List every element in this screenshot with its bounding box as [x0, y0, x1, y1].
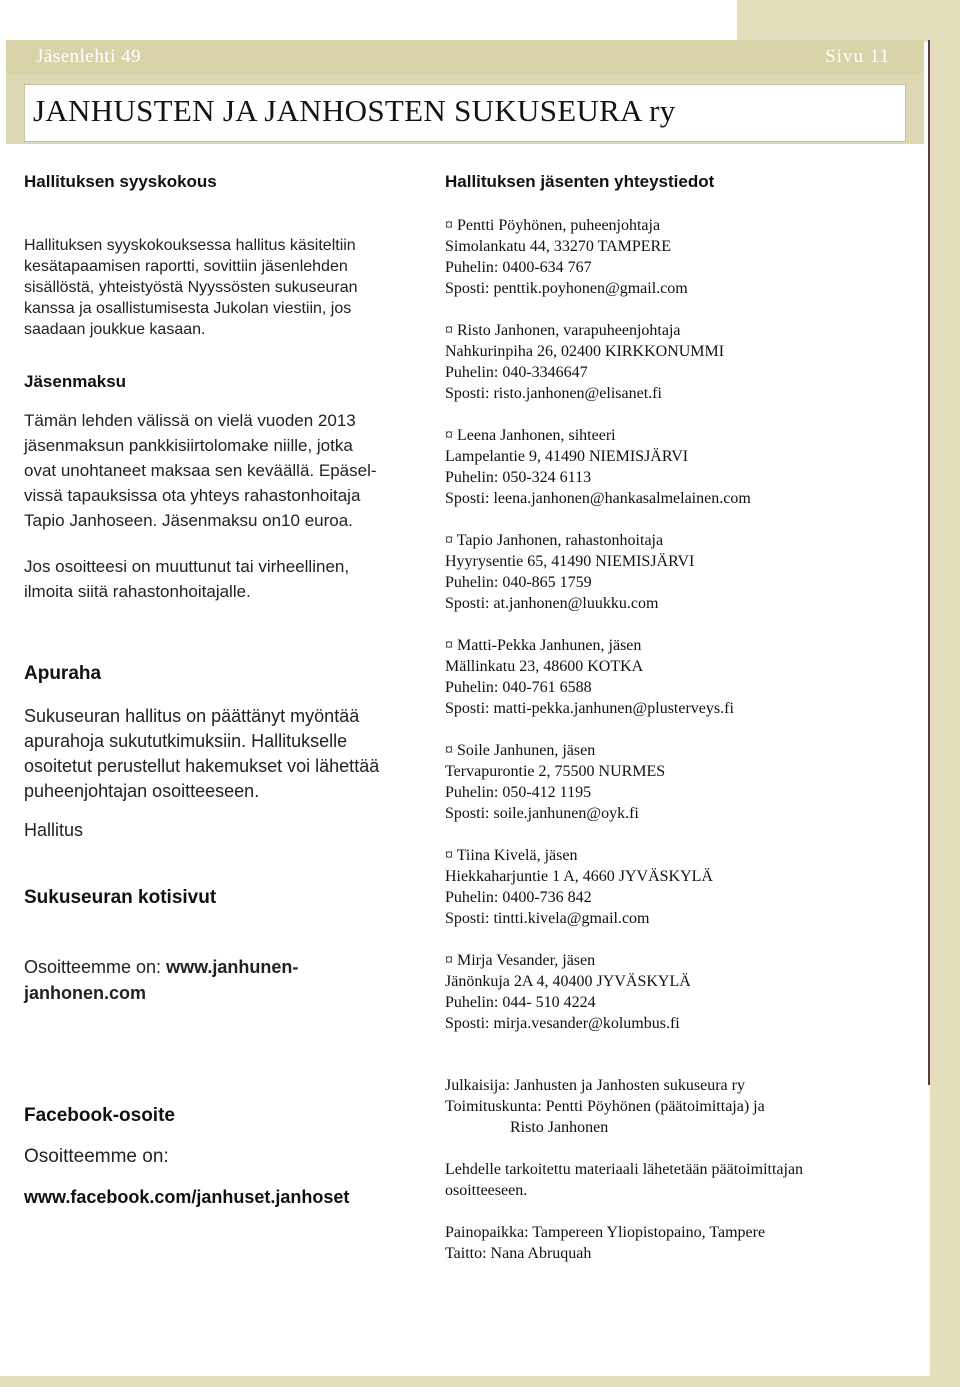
- apuraha-heading: Apuraha: [24, 663, 102, 684]
- contact-card: [445, 740, 920, 824]
- contact-phone: Puhelin: 040-761 6588: [445, 679, 592, 696]
- print-info: [445, 1222, 920, 1264]
- contact-email[interactable]: Sposti: penttik.poyhonen@gmail.com: [445, 280, 688, 297]
- jasenmaksu-note: [24, 554, 414, 604]
- contact-card: [445, 425, 920, 509]
- contact-card: [445, 950, 920, 1034]
- contact-email[interactable]: Sposti: tintti.kivela@gmail.com: [445, 910, 650, 927]
- contact-email[interactable]: Sposti: soile.janhunen@oyk.fi: [445, 805, 639, 822]
- kotisivut-body: [24, 954, 414, 1006]
- contact-phone: Puhelin: 050-412 1195: [445, 784, 592, 801]
- facebook-link[interactable]: www.facebook.com/janhuset.janhoset: [24, 1187, 350, 1207]
- contact-card: [445, 320, 920, 404]
- bullet-icon: ¤: [445, 847, 453, 864]
- apuraha-signature: [24, 820, 414, 841]
- contact-email[interactable]: Sposti: matti-pekka.janhunen@plusterveys.fi: [445, 700, 734, 717]
- contact-address: Hiekkaharjuntie 1 A, 4660 JYVÄSKYLÄ: [445, 868, 713, 885]
- material-info: [445, 1159, 920, 1201]
- body-line: saadaan joukkue kasaan.: [24, 321, 206, 338]
- jasenmaksu-section: [24, 372, 414, 392]
- contacts-section: [445, 172, 920, 192]
- body-line: puheenjohtajan osoitteeseen.: [24, 781, 260, 801]
- facebook-url-wrap: [24, 1187, 414, 1208]
- body-line: apurahoja sukututkimuksiin. Hallitukselle: [24, 731, 348, 751]
- issue-label: Jäsenlehti 49: [36, 46, 142, 67]
- bottom-bar: [0, 1376, 960, 1387]
- bullet-icon: ¤: [445, 532, 453, 549]
- syyskokous-section: [24, 172, 414, 192]
- contact-address: Nahkurinpiha 26, 02400 KIRKKONUMMI: [445, 343, 725, 360]
- contact-address: Jänönkuja 2A 4, 40400 JYVÄSKYLÄ: [445, 973, 691, 990]
- contact-card: [445, 530, 920, 614]
- bullet-icon: ¤: [445, 427, 453, 444]
- facebook-body: [24, 1146, 414, 1168]
- material-line: Lehdelle tarkoitettu materiaali lähetetään päätoimittajan: [445, 1161, 804, 1178]
- printing-line: Painopaikka: Tampereen Yliopistopaino, Tampere: [445, 1224, 766, 1241]
- right-rail: [930, 40, 960, 1387]
- contact-name: Matti-Pekka Janhunen, jäsen: [457, 637, 642, 654]
- page-title: JANHUSTEN JA JANHOSTEN SUKUSEURA ry: [33, 93, 676, 128]
- contact-phone: Puhelin: 0400-634 767: [445, 259, 592, 276]
- bullet-icon: ¤: [445, 952, 453, 969]
- signature: Hallitus: [24, 820, 84, 840]
- contact-email[interactable]: Sposti: leena.janhonen@hankasalmelainen.com: [445, 490, 751, 507]
- kotisivut-heading: Sukuseuran kotisivut: [24, 887, 217, 908]
- layout-line: Taitto: Nana Abruquah: [445, 1245, 592, 1262]
- body-line: osoitetut perustellut hakemukset voi lähettää: [24, 756, 380, 776]
- contact-address: Lampelantie 9, 41490 NIEMISJÄRVI: [445, 448, 689, 465]
- contact-address: Tervapurontie 2, 75500 NURMES: [445, 763, 666, 780]
- website-link-cont[interactable]: janhonen.com: [24, 983, 147, 1003]
- apuraha-section: [24, 663, 414, 685]
- apuraha-body: [24, 704, 414, 804]
- editorial-line: Toimituskunta: Pentti Pöyhönen (päätoimittaja) ja: [445, 1098, 765, 1115]
- kotisivut-section: [24, 887, 414, 909]
- body-line: Tapio Janhoseen. Jäsenmaksu on10 euroa.: [24, 511, 353, 530]
- contact-email[interactable]: Sposti: mirja.vesander@kolumbus.fi: [445, 1015, 680, 1032]
- facebook-heading: Facebook-osoite: [24, 1105, 175, 1126]
- body-line: Sukuseuran hallitus on päättänyt myöntää: [24, 706, 360, 726]
- body-line: Tämän lehden välissä on vielä vuoden 2013: [24, 411, 356, 430]
- syyskokous-body: [24, 235, 414, 340]
- contact-phone: Puhelin: 050-324 6113: [445, 469, 592, 486]
- body-line: kesätapaamisen raportti, sovittiin jäsenlehden: [24, 258, 348, 275]
- contact-address: Hyyrysentie 65, 41490 NIEMISJÄRVI: [445, 553, 695, 570]
- contacts-heading: Hallituksen jäsenten yhteystiedot: [445, 172, 715, 191]
- contact-phone: Puhelin: 0400-736 842: [445, 889, 592, 906]
- bullet-icon: ¤: [445, 322, 453, 339]
- contact-name: Soile Janhunen, jäsen: [457, 742, 596, 759]
- contact-name: Mirja Vesander, jäsen: [457, 952, 596, 969]
- contact-card: [445, 215, 920, 299]
- body-line: sisällöstä, yhteistyöstä Nyyssösten sukuseuran: [24, 279, 358, 296]
- contact-email[interactable]: Sposti: at.janhonen@luukku.com: [445, 595, 659, 612]
- contact-phone: Puhelin: 044- 510 4224: [445, 994, 596, 1011]
- contact-name: Leena Janhonen, sihteeri: [457, 427, 616, 444]
- contact-card: [445, 845, 920, 929]
- editorial-line-cont: Risto Janhonen: [510, 1119, 609, 1136]
- syyskokous-heading: Hallituksen syyskokous: [24, 172, 217, 191]
- body-line: jäsenmaksun pankkisiirtolomake niille, jotka: [24, 436, 353, 455]
- contact-email[interactable]: Sposti: risto.janhonen@elisanet.fi: [445, 385, 662, 402]
- body-line: Jos osoitteesi on muuttunut tai virheellinen,: [24, 557, 350, 576]
- bullet-icon: ¤: [445, 742, 453, 759]
- facebook-section: [24, 1105, 414, 1127]
- contact-name: Risto Janhonen, varapuheenjohtaja: [457, 322, 681, 339]
- contact-phone: Puhelin: 040-865 1759: [445, 574, 592, 591]
- publisher-line: Julkaisija: Janhusten ja Janhosten sukuseura ry: [445, 1077, 745, 1094]
- body-line: kanssa ja osallistumisesta Jukolan viestiin, jos: [24, 300, 352, 317]
- body-line: vissä tapauksissa ota yhteys rahastonhoitaja: [24, 486, 361, 505]
- body-line: ilmoita siitä rahastonhoitajalle.: [24, 582, 251, 601]
- body-line: Hallituksen syyskokouksessa hallitus käsiteltiin: [24, 237, 356, 254]
- jasenmaksu-body: [24, 408, 414, 533]
- corner-decoration: [737, 0, 960, 42]
- header-band: [6, 40, 924, 74]
- material-line-cont: osoitteeseen.: [445, 1182, 528, 1199]
- contact-card: [445, 635, 920, 719]
- bullet-icon: ¤: [445, 637, 453, 654]
- publication-info: [445, 1075, 920, 1138]
- contact-name: Tiina Kivelä, jäsen: [456, 847, 578, 864]
- page-number: Sivu 11: [825, 46, 890, 67]
- contact-phone: Puhelin: 040-3346647: [445, 364, 588, 381]
- body-line: ovat unohtaneet maksaa sen keväällä. Epäsel-: [24, 461, 377, 480]
- contact-address: Simolankatu 44, 33270 TAMPERE: [445, 238, 671, 255]
- jasenmaksu-heading: Jäsenmaksu: [24, 372, 127, 391]
- website-link[interactable]: www.janhunen-: [166, 957, 299, 977]
- contact-address: Mällinkatu 23, 48600 KOTKA: [445, 658, 644, 675]
- bullet-icon: ¤: [445, 217, 453, 234]
- contact-name: Tapio Janhonen, rahastonhoitaja: [456, 532, 664, 549]
- title-box: [24, 84, 906, 142]
- contact-name: Pentti Pöyhönen, puheenjohtaja: [457, 217, 661, 234]
- facebook-label: Osoitteemme on:: [24, 1146, 169, 1167]
- contacts-list: [445, 215, 920, 1055]
- kotisivut-prefix: Osoitteemme on:: [24, 957, 167, 977]
